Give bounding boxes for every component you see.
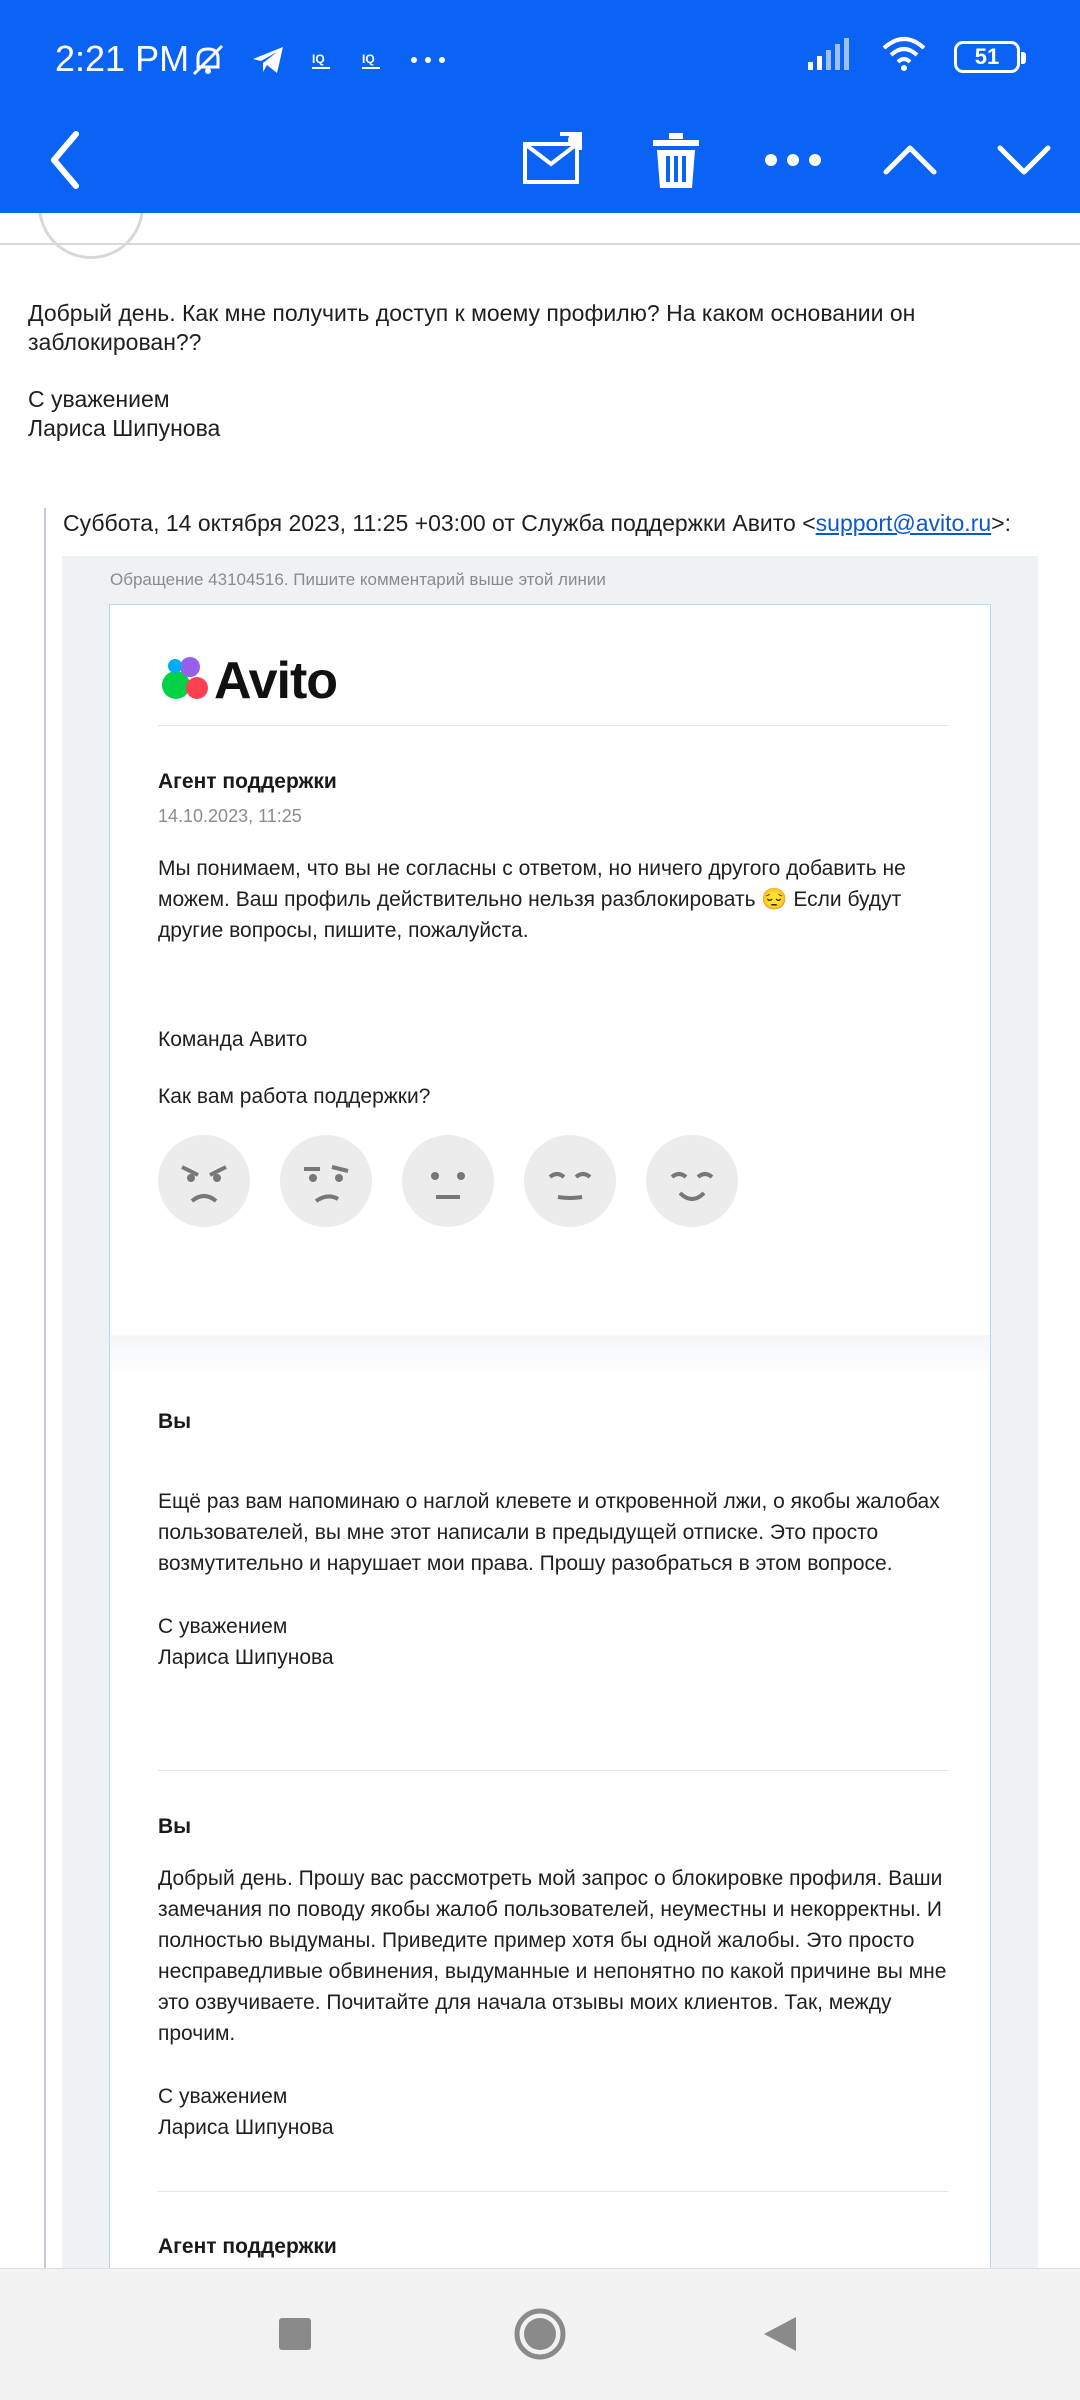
quote-header bbox=[63, 508, 1063, 538]
support-card bbox=[109, 604, 991, 2268]
avito-logo bbox=[158, 651, 337, 711]
smiling-face-icon[interactable] bbox=[646, 1135, 738, 1227]
signature-line1: С уважением bbox=[28, 386, 170, 412]
back-icon[interactable] bbox=[26, 120, 106, 200]
delete-icon[interactable] bbox=[636, 120, 716, 200]
reply-user-1 bbox=[158, 1410, 948, 1673]
email-content[interactable] bbox=[0, 213, 1080, 2268]
avatar bbox=[38, 213, 144, 259]
angry-face-icon[interactable] bbox=[158, 1135, 250, 1227]
signature-line2: Лариса Шипунова bbox=[28, 415, 221, 441]
status-left-icons bbox=[188, 40, 448, 85]
neutral-face-icon[interactable] bbox=[402, 1135, 494, 1227]
section-separator bbox=[110, 1335, 990, 1380]
header-divider bbox=[0, 243, 1080, 245]
battery-icon: 51 bbox=[954, 41, 1020, 73]
reply-user-2 bbox=[158, 1815, 948, 2143]
reply-text: Добрый день. Прошу вас рассмотреть мой запрос о блокировке профиля. Ваши замечания по поводу якобы жалоб пользователей, неуместны и некорректны. И полностью выдуманы. Приведите пример хотя бы одной жалобы. Это просто несправедливые обвинения, выдуманные и непонятно по какой причине вы мне это озвучиваете. Почитайте для начала отзывы моих клиентов. Так, между прочим. bbox=[158, 1867, 947, 2045]
team-signature: Команда Авито bbox=[158, 1028, 308, 1051]
recents-icon[interactable] bbox=[260, 2299, 330, 2369]
toolbar bbox=[0, 110, 1080, 210]
support-mail-frame bbox=[62, 556, 1038, 2268]
signature-line1: С уважением bbox=[158, 2085, 288, 2108]
reply-text: Мы понимаем, что вы не согласны с ответом, но ничего другого добавить не можем. Ваш профиль действительно нельзя разблокировать 😔 Если будут другие вопросы, пишите, пожалуйста. bbox=[158, 857, 906, 942]
status-time: 2:21 PM bbox=[55, 38, 190, 79]
rating-faces bbox=[158, 1135, 738, 1227]
back-nav-icon[interactable] bbox=[745, 2299, 815, 2369]
quote-header-suffix: >: bbox=[991, 510, 1011, 536]
home-icon[interactable] bbox=[505, 2299, 575, 2369]
reply-author: Вы bbox=[158, 1410, 192, 1433]
reply-agent-1 bbox=[158, 770, 948, 1112]
signature-line1: С уважением bbox=[158, 1615, 288, 1638]
more-icon[interactable] bbox=[753, 120, 833, 200]
more-dots-icon bbox=[408, 50, 448, 75]
signature-line2: Лариса Шипунова bbox=[158, 1646, 334, 1669]
message-body bbox=[28, 299, 1048, 443]
mark-unread-icon[interactable] bbox=[513, 120, 593, 200]
rating-question: Как вам работа поддержки? bbox=[158, 1085, 431, 1108]
next-icon[interactable] bbox=[984, 120, 1064, 200]
avito-logo-dots-icon bbox=[158, 655, 210, 707]
iq-icon bbox=[358, 46, 386, 79]
reply-text: Ещё раз вам напоминаю о наглой клевете и откровенной лжи, о якобы жалобах пользователей, вы мне этот написали в предыдущей отписке. Это просто возмутительно и нарушает мои права. Прошу разобраться в этом вопросе. bbox=[158, 1490, 940, 1575]
quote-header-prefix: Суббота, 14 октября 2023, 11:25 +03:00 от Служба поддержки Авито < bbox=[63, 510, 816, 536]
reply-author: Вы bbox=[158, 1815, 192, 1838]
frowning-face-icon[interactable] bbox=[280, 1135, 372, 1227]
message-text: Добрый день. Как мне получить доступ к моему профилю? На каком основании он заблокирован?? bbox=[28, 300, 916, 355]
svg-text:IQ: IQ bbox=[312, 52, 325, 66]
status-bar bbox=[0, 0, 1080, 120]
reply-author: Агент поддержки bbox=[158, 2235, 337, 2258]
mute-icon bbox=[188, 40, 228, 85]
previous-icon[interactable] bbox=[870, 120, 950, 200]
system-nav-bar bbox=[0, 2268, 1080, 2400]
ticket-note: Обращение 43104516. Пишите комментарий выше этой линии bbox=[110, 570, 606, 589]
divider bbox=[158, 2191, 948, 2192]
reply-agent-2 bbox=[158, 2235, 948, 2259]
telegram-icon bbox=[250, 42, 286, 83]
support-email-link[interactable]: support@avito.ru bbox=[815, 510, 992, 536]
app-bar bbox=[0, 0, 1080, 213]
signature-line2: Лариса Шипунова bbox=[158, 2116, 334, 2139]
signal-icon bbox=[806, 36, 854, 77]
divider bbox=[158, 1770, 948, 1771]
slight-smile-face-icon[interactable] bbox=[524, 1135, 616, 1227]
reply-author: Агент поддержки bbox=[158, 770, 337, 793]
divider bbox=[158, 725, 948, 726]
svg-text:IQ: IQ bbox=[362, 52, 375, 66]
avito-logo-text: Avito bbox=[214, 652, 338, 710]
wifi-icon bbox=[882, 36, 926, 77]
quoted-thread bbox=[44, 508, 1064, 2268]
reply-date: 14.10.2023, 11:25 bbox=[158, 806, 302, 826]
iq-icon bbox=[308, 46, 336, 79]
status-right-icons bbox=[806, 36, 1020, 77]
